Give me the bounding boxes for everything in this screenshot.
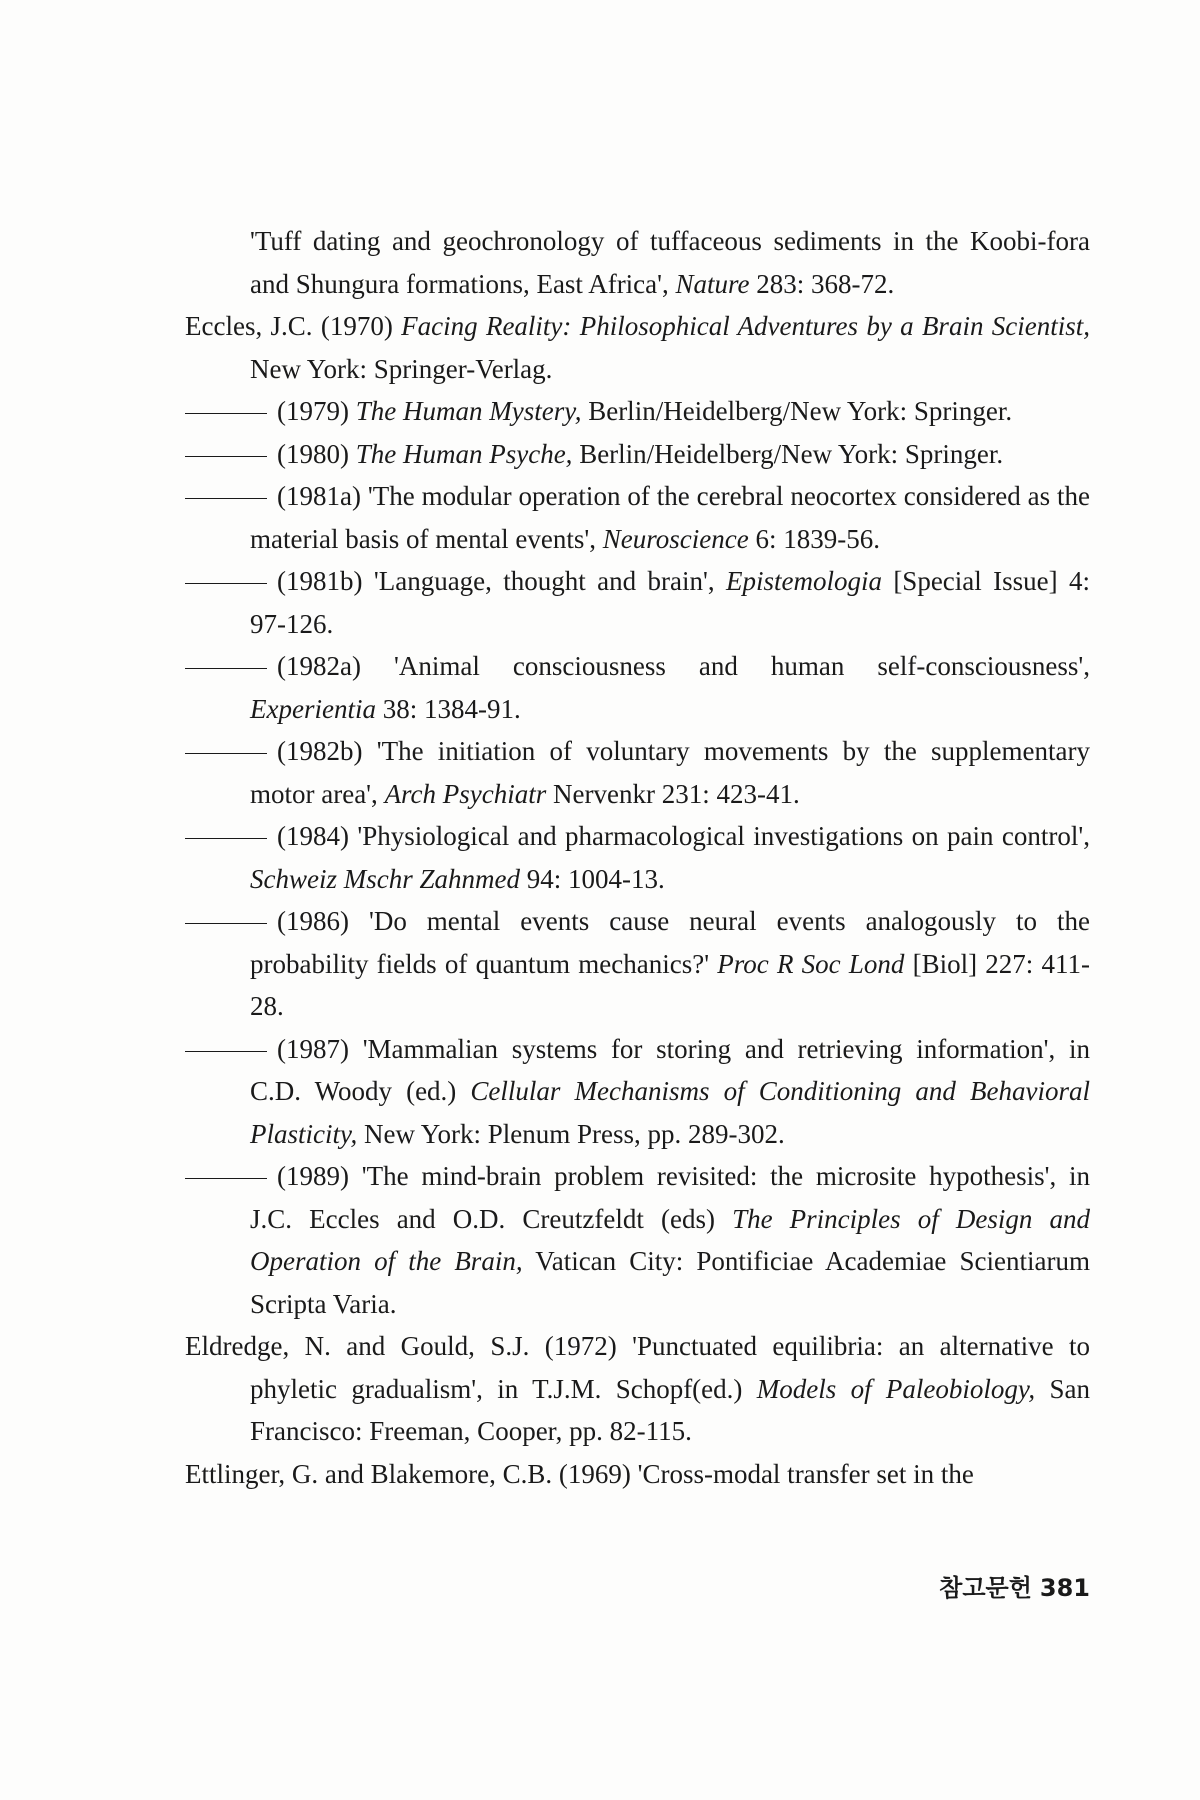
reference-eccles-1980: (1980) The Human Psyche, Berlin/Heidelberg/New York: Springer. xyxy=(185,433,1090,476)
ditto-dash xyxy=(185,413,267,414)
reference-list xyxy=(185,220,1090,1495)
ditto-dash xyxy=(185,498,267,499)
reference-eccles-1986: (1986) 'Do mental events cause neural events analogously to the probability fields of quantum mechanics?' Proc R Soc Lond [Biol] 227: 411-28. xyxy=(185,900,1090,1028)
reference-eccles-1982a: (1982a) 'Animal consciousness and human self-consciousness', Experientia 38: 1384-91. xyxy=(185,645,1090,730)
reference-continuation: 'Tuff dating and geochronology of tuffaceous sediments in the Koobi-fora and Shungura formations, East Africa', Nature 283: 368-72. xyxy=(250,226,1090,299)
reference-eccles-1982b: (1982b) 'The initiation of voluntary movements by the supplementary motor area', Arch Psychiatr Nervenkr 231: 423-41. xyxy=(185,730,1090,815)
reference-eccles-1984: (1984) 'Physiological and pharmacological investigations on pain control', Schweiz Mschr Zahnmed 94: 1004-13. xyxy=(185,815,1090,900)
page-number: 381 xyxy=(1039,1574,1090,1602)
section-title: 참고문헌 xyxy=(939,1574,1032,1602)
ditto-dash xyxy=(185,923,267,924)
reference-eccles-1981a: (1981a) 'The modular operation of the cerebral neocortex considered as the material basis of mental events', Neuroscience 6: 1839-56. xyxy=(185,475,1090,560)
reference-eccles-1981b: (1981b) 'Language, thought and brain', Epistemologia [Special Issue] 4: 97-126. xyxy=(185,560,1090,645)
reference-eccles-1989: (1989) 'The mind-brain problem revisited: the microsite hypothesis', in J.C. Eccles and O.D. Creutzfeldt (eds) The Principles of Design and Operation of the Brain, Vatican City: Pontificiae Academiae Scientiarum Scripta Varia. xyxy=(185,1155,1090,1325)
ditto-dash xyxy=(185,838,267,839)
reference-eccles-1987: (1987) 'Mammalian systems for storing and retrieving information', in C.D. Woody (ed.) Cellular Mechanisms of Conditioning and Behavioral Plasticity, New York: Plenum Press, pp. 289-302. xyxy=(185,1028,1090,1156)
ditto-dash xyxy=(185,583,267,584)
reference-eccles-1970: Eccles, J.C. (1970) Facing Reality: Philosophical Adventures by a Brain Scientist, New York: Springer-Verlag. xyxy=(185,311,1090,384)
reference-ettlinger-1969: Ettlinger, G. and Blakemore, C.B. (1969) 'Cross-modal transfer set in the xyxy=(185,1458,974,1489)
ditto-dash xyxy=(185,1178,267,1179)
reference-eccles-1979: (1979) The Human Mystery, Berlin/Heidelberg/New York: Springer. xyxy=(185,390,1090,433)
ditto-dash xyxy=(185,668,267,669)
ditto-dash xyxy=(185,1051,267,1052)
reference-eldredge-1972: Eldredge, N. and Gould, S.J. (1972) 'Punctuated equilibria: an alternative to phyletic gradualism', in T.J.M. Schopf(ed.) Models of Paleobiology, San Francisco: Freeman, Cooper, pp. 82-115. xyxy=(185,1331,1090,1446)
ditto-dash xyxy=(185,456,267,457)
ditto-dash xyxy=(185,753,267,754)
page-footer xyxy=(880,1568,1090,1603)
